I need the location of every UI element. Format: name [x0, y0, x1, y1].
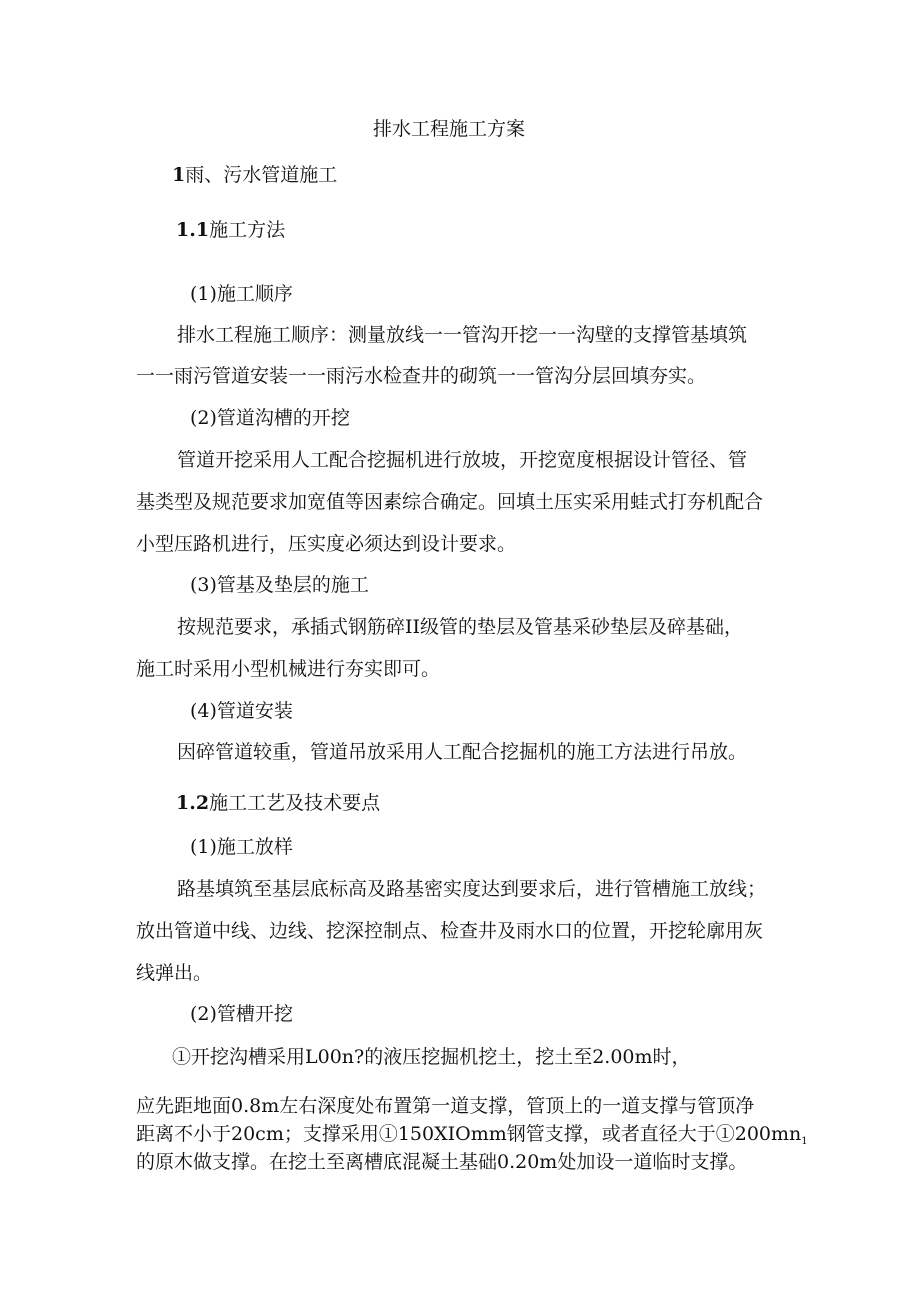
section-1-1-heading — [176, 221, 285, 240]
paragraph-line: 排水工程施工顺序：测量放线一一管沟开挖一一沟壁的支撑管基填筑 — [177, 324, 748, 346]
paragraph-line: 因碎管道较重，管道吊放采用人工配合挖掘机的施工方法进行吊放。 — [177, 741, 748, 763]
paragraph-line: 按规范要求，承插式钢筋碎II级管的垫层及管基采砂垫层及碎基础， — [177, 616, 744, 638]
paragraph-line: 施工时采用小型机械进行夯实即可。 — [136, 658, 441, 680]
item-trench-digging-label: (2)管槽开挖 — [190, 1003, 293, 1025]
paragraph-line-text: 距离不小于20cm；支撑采用①150XIOmm钢管支撑，或者直径大于①200mn — [136, 1123, 802, 1145]
item-trench-excavation-label: (2)管道沟槽的开挖 — [190, 407, 350, 429]
section-1-2-title: 施工工艺及技术要点 — [209, 792, 381, 814]
paragraph-line: 基类型及规范要求加宽值等因素综合确定。回填土压实采用蛙式打夯机配合 — [136, 491, 764, 513]
item-pipe-base-label: (3)管基及垫层的施工 — [190, 574, 369, 596]
section-1-2-heading — [176, 794, 380, 813]
paragraph-line: 的原木做支撑。在挖土至离槽底混凝土基础0.20m处加设一道临时支撑。 — [136, 1151, 748, 1173]
document-title: 排水工程施工方案 — [373, 118, 526, 140]
section-1-2-number: 1.2 — [176, 792, 210, 814]
paragraph-line: 应先距地面0.8m左右深度处布置第一道支撑，管顶上的一道支撑与管顶净 — [136, 1095, 755, 1117]
section-1-1-title: 施工方法 — [209, 219, 286, 241]
section-1-title: 雨、污水管道施工 — [185, 164, 338, 186]
section-1-number: 1 — [172, 164, 186, 186]
paragraph-line — [136, 1125, 808, 1147]
paragraph-line: 小型压路机进行，压实度必须达到设计要求。 — [136, 533, 517, 555]
item-pipe-installation-label: (4)管道安装 — [190, 700, 293, 722]
paragraph-line: 管道开挖采用人工配合挖掘机进行放坡，开挖宽度根据设计管径、管 — [177, 449, 748, 471]
section-1-heading — [172, 166, 337, 185]
paragraph-line: ①开挖沟槽采用L00n?的液压挖掘机挖土，挖土至2.00m时， — [172, 1046, 691, 1068]
item-construction-sequence-label: (1)施工顺序 — [190, 283, 293, 305]
paragraph-line: 路基填筑至基层底标高及路基密实度达到要求后，进行管槽施工放线； — [177, 878, 767, 900]
subscript-mark: 1 — [801, 1136, 808, 1147]
paragraph-line: 一一雨污管道安装一一雨污水检查井的砌筑一一管沟分层回填夯实。 — [136, 365, 707, 387]
section-1-1-number: 1.1 — [176, 219, 210, 241]
paragraph-line: 线弹出。 — [136, 962, 213, 984]
item-setting-out-label: (1)施工放样 — [190, 836, 293, 858]
paragraph-line: 放出管道中线、边线、挖深控制点、检查井及雨水口的位置，开挖轮廓用灰 — [136, 920, 764, 942]
